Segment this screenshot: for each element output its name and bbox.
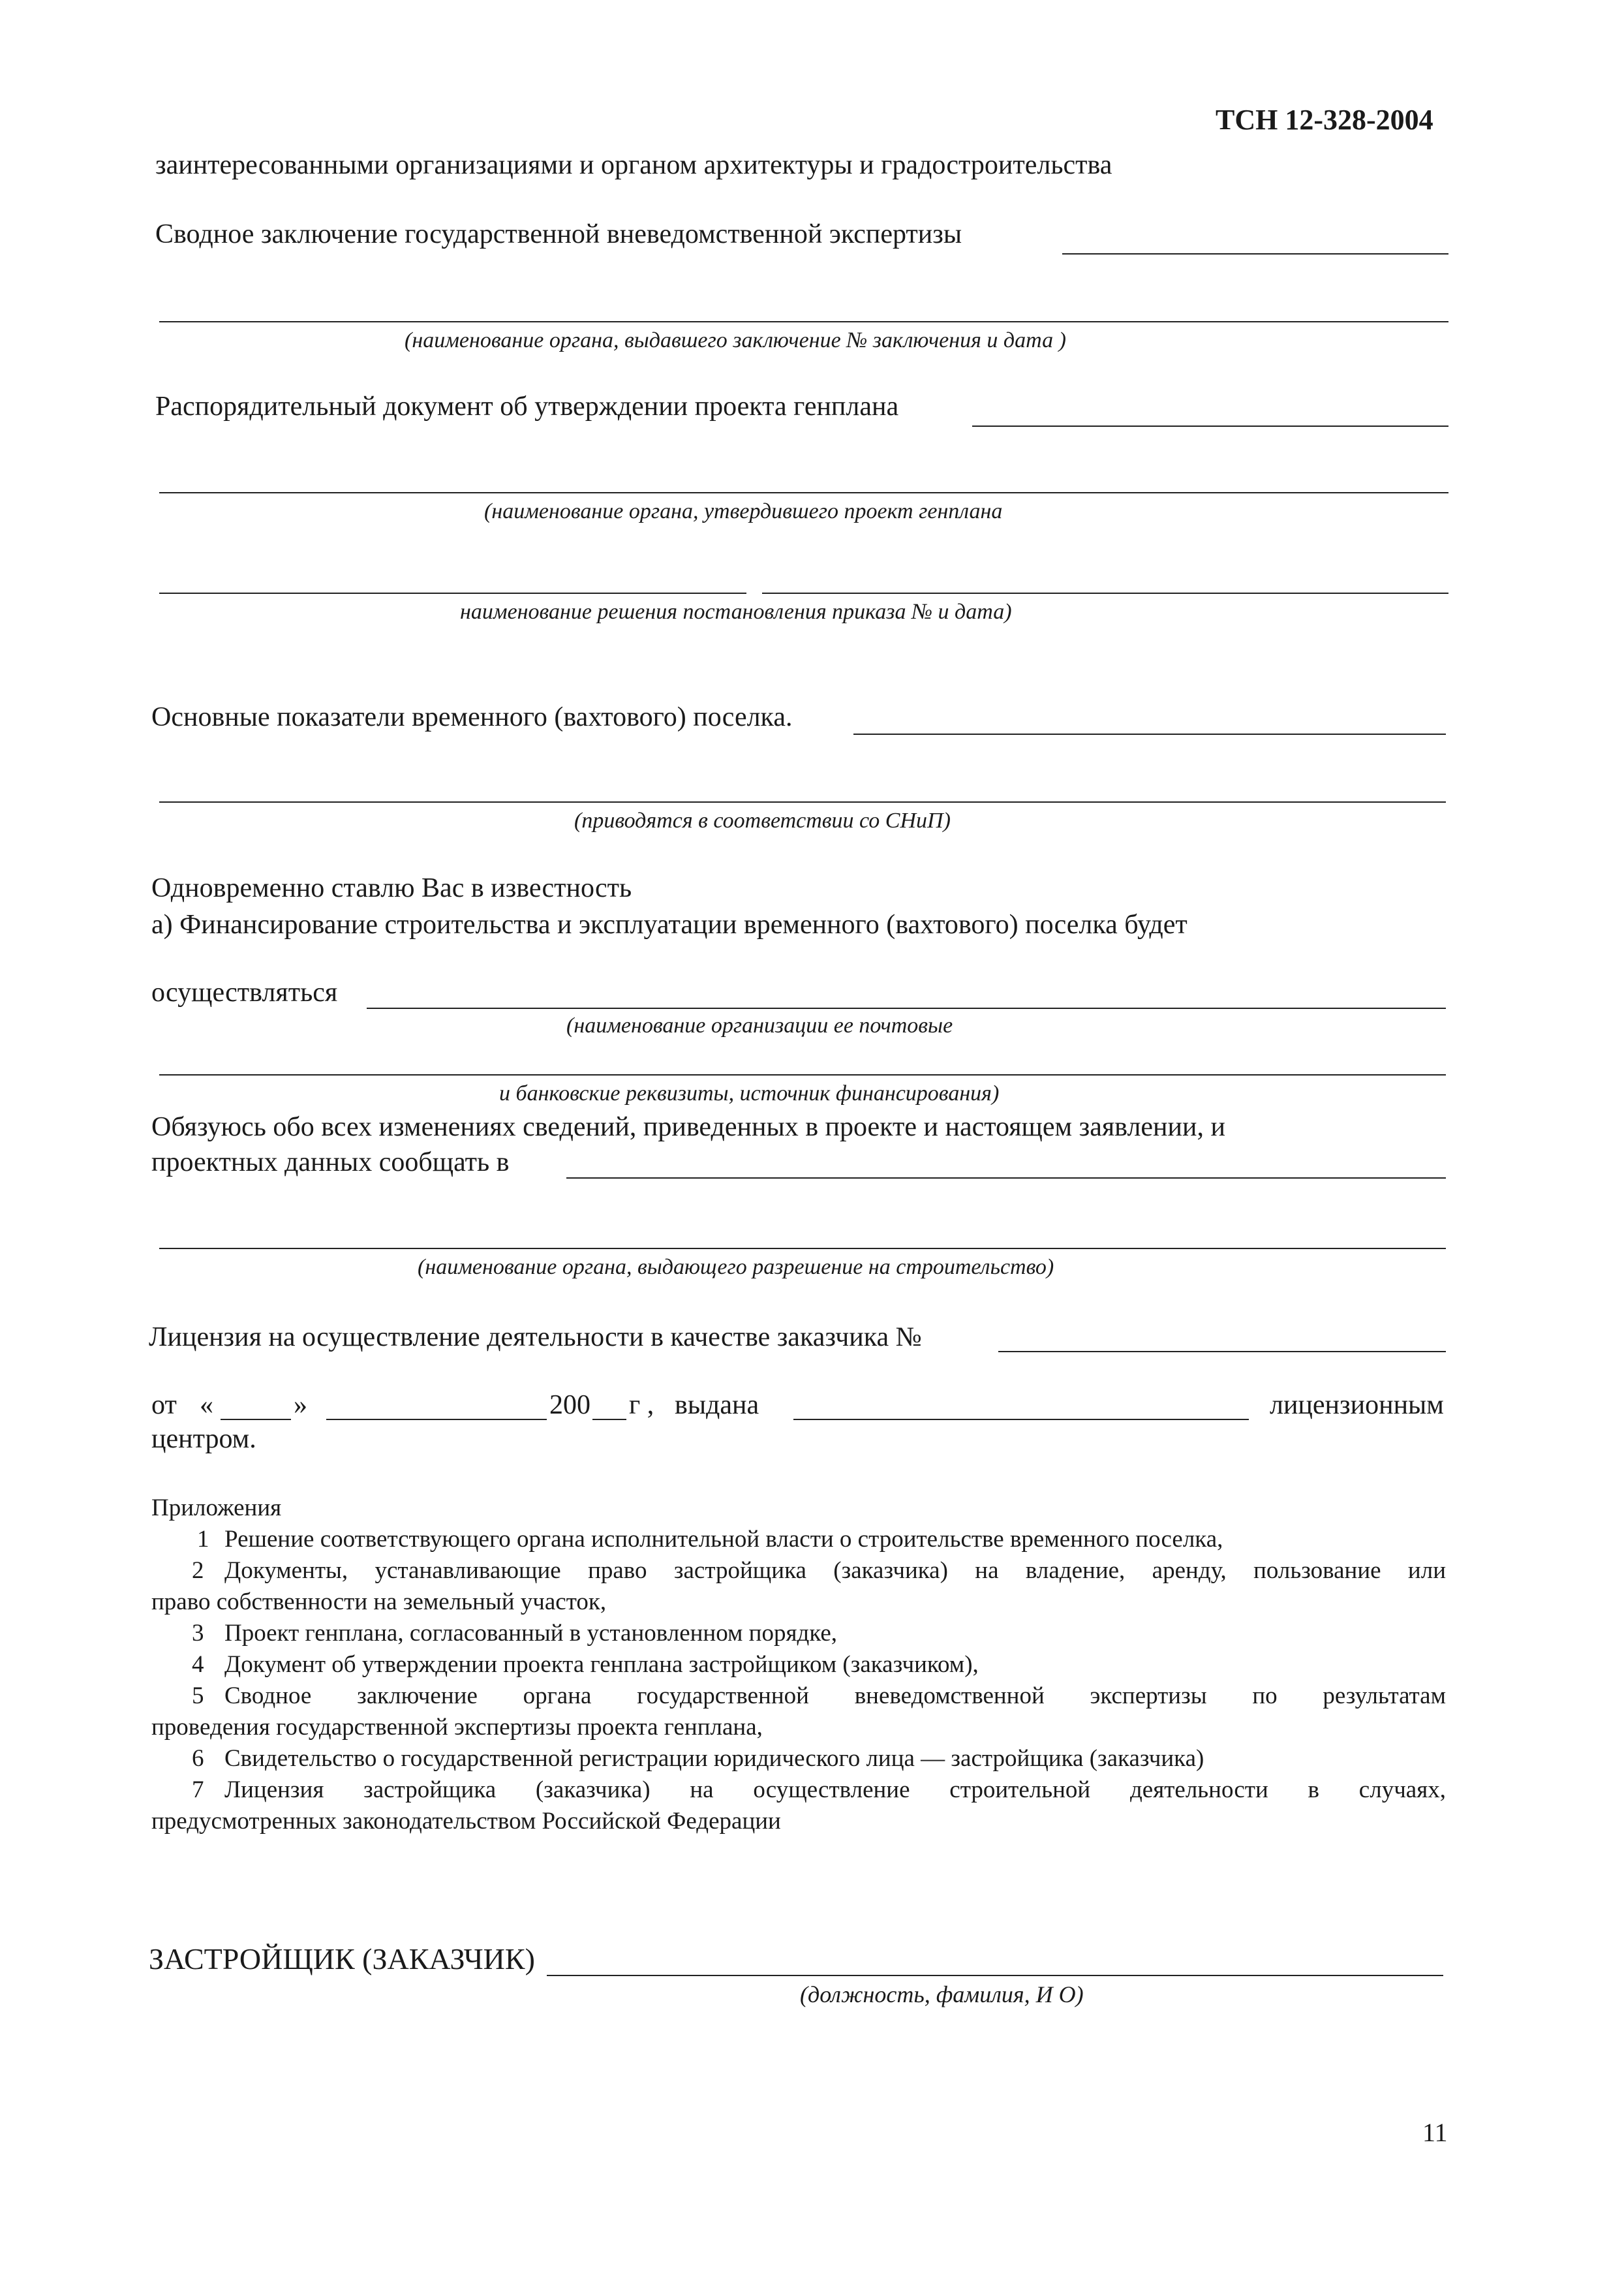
notice-line-2: а) Финансирование строительства и эксплуатации временного (вахтового) поселка будет <box>151 910 1187 940</box>
expertise-caption: (наименование органа, выдавшего заключение № заключения и дата ) <box>405 328 1066 352</box>
license-licensing: лицензионным <box>1270 1390 1444 1420</box>
attachment-7-text: Лицензия застройщика (заказчика) на осуществление строительной деятельности в случаях, <box>224 1776 1446 1803</box>
approval-caption-2: наименование решения постановления приказа № и дата) <box>460 600 1012 624</box>
page-number: 11 <box>1422 2118 1448 2147</box>
expertise-label: Сводное заключение государственной вневедомственной экспертизы <box>155 219 962 249</box>
approval-field-line[interactable] <box>972 426 1448 427</box>
attachment-4-num: 4 <box>192 1651 204 1678</box>
attachment-5-cont: проведения государственной экспертизы проекта генплана, <box>151 1714 763 1741</box>
attachment-6-num: 6 <box>192 1745 204 1772</box>
license-year-suffix: г , <box>629 1390 654 1420</box>
indicators-label: Основные показатели временного (вахтового) поселка. <box>151 702 793 732</box>
attachment-1-text: Решение соответствующего органа исполнительной власти о строительстве временного поселка, <box>224 1526 1223 1553</box>
license-quote-open: « <box>200 1390 213 1420</box>
notice-field-line[interactable] <box>367 1008 1446 1009</box>
obligation-field-line-2[interactable] <box>159 1248 1446 1249</box>
intro-tail: заинтересованными организациями и органом архитектуры и градостроительства <box>155 150 1112 180</box>
attachment-2-cont: право собственности на земельный участок, <box>151 1588 607 1615</box>
signature-label: ЗАСТРОЙЩИК (ЗАКАЗЧИК) <box>149 1942 535 1975</box>
approval-field-line-3a[interactable] <box>159 593 746 594</box>
license-number-line[interactable] <box>998 1351 1446 1352</box>
attachment-2-num: 2 <box>192 1557 204 1584</box>
approval-label: Распорядительный документ об утверждении проекта генплана <box>155 392 899 422</box>
license-issued: выдана <box>675 1390 759 1420</box>
approval-caption-1: (наименование органа, утвердившего проект генплана <box>484 499 1003 523</box>
attachment-5-num: 5 <box>192 1682 204 1709</box>
obligation-field-line[interactable] <box>566 1177 1446 1179</box>
signature-caption: (должность, фамилия, И О) <box>800 1981 1084 2007</box>
indicators-field-line-2[interactable] <box>159 801 1446 803</box>
approval-field-line-3b[interactable] <box>762 593 1448 594</box>
license-day-line[interactable] <box>221 1419 291 1420</box>
attachment-6-text: Свидетельство о государственной регистрации юридического лица — застройщика (заказчика) <box>224 1745 1204 1772</box>
notice-caption-2: и банковские реквизиты, источник финансирования) <box>499 1081 1000 1106</box>
notice-caption-1: (наименование организации ее почтовые <box>566 1014 953 1038</box>
expertise-field-line-2[interactable] <box>159 321 1448 322</box>
attachment-2-text: Документы, устанавливающие право застройщика (заказчика) на владение, аренду, пользование или <box>224 1557 1446 1584</box>
attachments-title: Приложения <box>151 1494 282 1521</box>
expertise-field-line[interactable] <box>1062 253 1448 255</box>
attachment-3-num: 3 <box>192 1620 204 1647</box>
indicators-caption: (приводятся в соответствии со СНиП) <box>574 809 951 833</box>
license-label: Лицензия на осуществление деятельности в качестве заказчика № <box>149 1322 922 1352</box>
attachment-7-num: 7 <box>192 1776 204 1803</box>
obligation-caption: (наименование органа, выдающего разрешение на строительство) <box>418 1255 1054 1279</box>
license-center: центром. <box>151 1424 256 1454</box>
notice-field-line-2[interactable] <box>159 1074 1446 1076</box>
attachment-3-text: Проект генплана, согласованный в установленном порядке, <box>224 1620 838 1647</box>
license-year-prefix: 200 <box>549 1390 590 1420</box>
attachment-5-text: Сводное заключение органа государственной вневедомственной экспертизы по результатам <box>224 1682 1446 1709</box>
license-month-line[interactable] <box>326 1419 547 1420</box>
license-quote-close: » <box>294 1390 307 1420</box>
license-issuer-line[interactable] <box>793 1419 1249 1420</box>
approval-field-line-2[interactable] <box>159 492 1448 493</box>
notice-line-1: Одновременно ставлю Вас в известность <box>151 873 632 903</box>
notice-line-3-label: осуществляться <box>151 978 338 1008</box>
license-year-line[interactable] <box>592 1419 626 1420</box>
attachment-4-text: Документ об утверждении проекта генплана застройщиком (заказчиком), <box>224 1651 979 1678</box>
indicators-field-line[interactable] <box>853 734 1446 735</box>
document-code: ТСН 12-328-2004 <box>1216 104 1433 136</box>
attachment-7-cont: предусмотренных законодательством Российской Федерации <box>151 1808 781 1835</box>
obligation-line-2-label: проектных данных сообщать в <box>151 1147 510 1177</box>
obligation-line-1: Обязуюсь обо всех изменениях сведений, приведенных в проекте и настоящем заявлении, и <box>151 1112 1225 1142</box>
signature-field-line[interactable] <box>547 1975 1443 1976</box>
license-from: от <box>151 1390 177 1420</box>
attachment-1-num: 1 <box>197 1526 209 1553</box>
